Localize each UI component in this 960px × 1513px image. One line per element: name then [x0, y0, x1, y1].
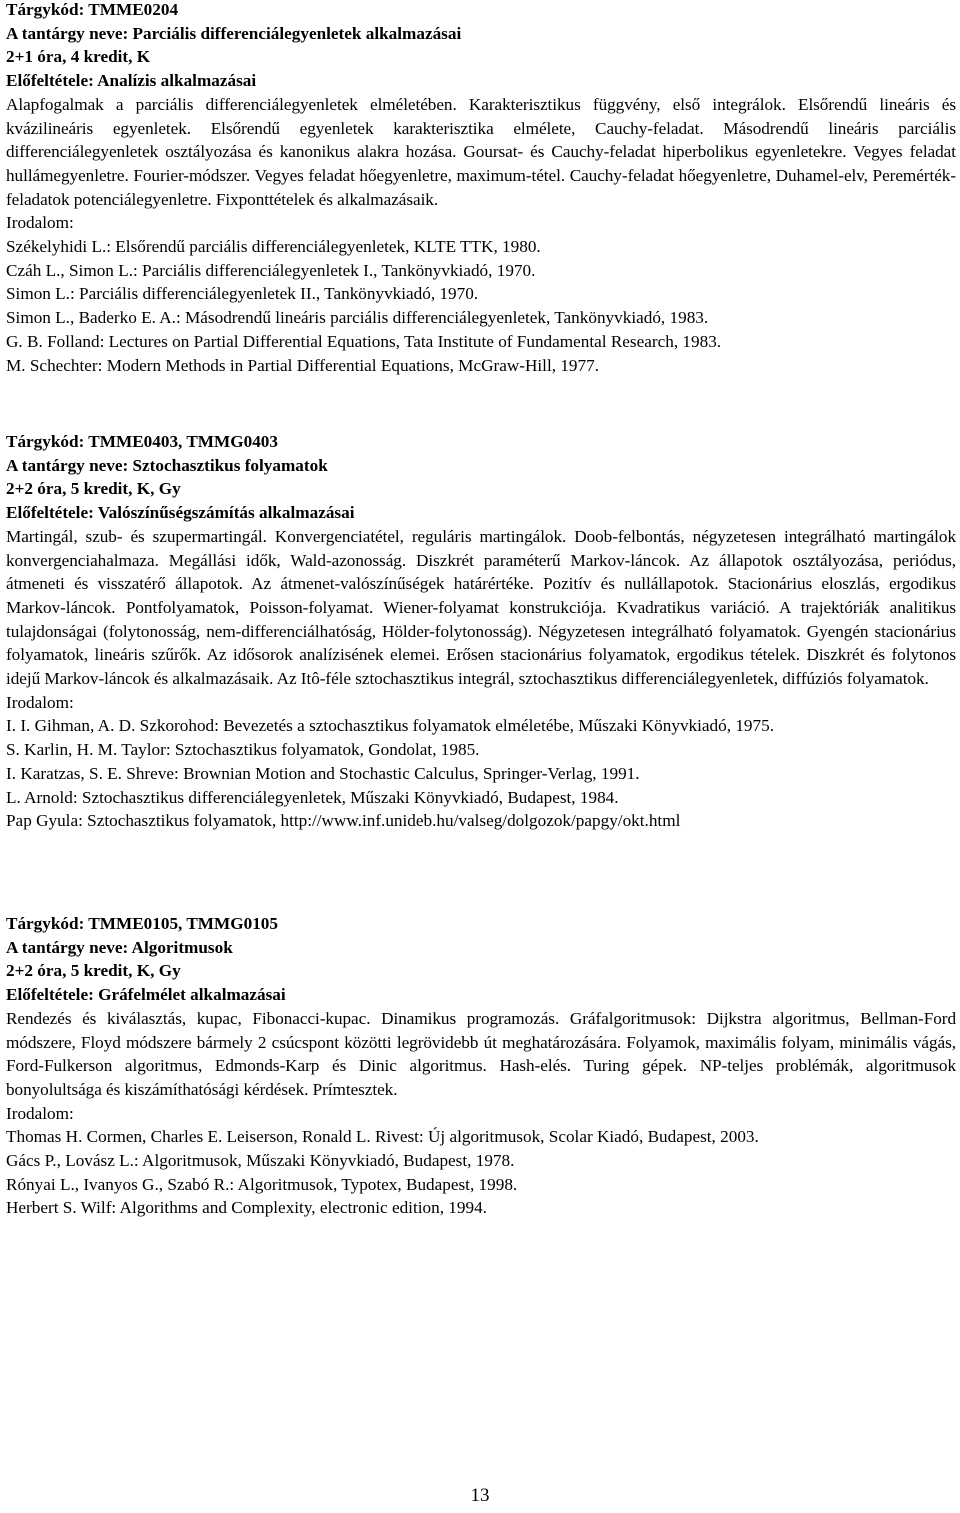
course-code: Tárgykód: TMME0105, TMMG0105	[6, 914, 278, 933]
course-name: A tantárgy neve: Sztochasztikus folyamatok	[6, 455, 328, 475]
course-name: A tantárgy neve: Algoritmusok	[6, 937, 233, 957]
reference-item: Czáh L., Simon L.: Parciális differenciálegyenletek I., Tankönyvkiadó, 1970.	[6, 260, 536, 280]
course-section-tmme0403	[6, 430, 956, 833]
course-hours: 2+2 óra, 5 kredit, K, Gy	[6, 961, 181, 981]
page-number: 13	[470, 1485, 490, 1506]
reference-item: Gács P., Lovász L.: Algoritmusok, Műszaki Könyvkiadó, Budapest, 1978.	[6, 1151, 515, 1171]
reference-item: Simon L., Baderko E. A.: Másodrendű lineáris parciális differenciálegyenletek, Tankönyvkiadó, 1983.	[6, 308, 709, 328]
course-description: Alapfogalmak a parciális differenciálegyenletek elméletében. Karakterisztikus függvény, első integrálok. Elsőrendű lineáris és kvázilineáris egyenletek. Elsőrendű egyenletek karakterisztika elmélete, Cauchy-feladat. Másodrendű lineáris parciális differenciálegyenletek osztályozása és kanonikus alakra hozása. Goursat- és Cauchy-feladat hiperbolikus egyenletekre. Vegyes feladat hullámegyenletre. Fourier-módszer. Vegyes feladat hőegyenletre, maximum-tétel. Cauchy-feladat hőegyenletre, Duhamel-elv, Peremérték-feladatok potenciálegyenletre. Fixponttételek és alkalmazásaik.	[6, 94, 956, 209]
course-section-tmme0105	[6, 912, 956, 1220]
reference-item: Pap Gyula: Sztochasztikus folyamatok, http://www.inf.unideb.hu/valseg/dolgozok/papgy/okt.html	[6, 811, 681, 831]
reference-item: G. B. Folland: Lectures on Partial Differential Equations, Tata Institute of Fundamental Research, 1983.	[6, 331, 722, 351]
course-hours: 2+1 óra, 4 kredit, K	[6, 47, 151, 67]
course-hours: 2+2 óra, 5 kredit, K, Gy	[6, 479, 181, 499]
course-code: Tárgykód: TMME0204	[6, 0, 179, 19]
course-description: Martingál, szub- és szupermartingál. Konvergenciatétel, reguláris martingálok. Doob-felbontás, négyzetesen integrálható martingálok konvergenciahalmaza. Megállási idők, Wald-azonosság. Diszkrét paraméterű Markov-láncok. Az állapotok osztályozása, periódus, átmeneti és visszatérő állapotok. Az átmenet-valószínűségek határértéke. Pozitív és nullállapotok. Stacionárius eloszlás, ergodikus Markov-láncok. Pontfolyamatok, Poisson-folyamat. Wiener-folyamat konstrukciója. Kvadratikus variáció. A trajektóriák analitikus tulajdonságai (folytonosság, nem-differenciálhatóság, Hölder-folytonosság). Négyzetesen integrálható folyamatok. Gyengén stacionárius folyamatok, lineáris szűrők. Az idősorok analízisének elemei. Erősen stacionárius folyamatok, ergodikus tételek. Diszkrét és folytonos idejű Markov-láncok és alkalmazásaik. Az Itô-féle sztochasztikus integrál, sztochasztikus differenciálegyenletek, diffúziós folyamatok.	[6, 526, 956, 689]
references-label: Irodalom:	[6, 1103, 74, 1123]
course-name: A tantárgy neve: Parciális differenciálegyenletek alkalmazásai	[6, 23, 462, 43]
reference-item: S. Karlin, H. M. Taylor: Sztochasztikus folyamatok, Gondolat, 1985.	[6, 740, 480, 760]
reference-item: L. Arnold: Sztochasztikus differenciálegyenletek, Műszaki Könyvkiadó, Budapest, 1984.	[6, 787, 619, 807]
reference-item: I. I. Gihman, A. D. Szkorohod: Bevezetés a sztochasztikus folyamatok elméletébe, Műszaki Könyvkiadó, 1975.	[6, 716, 774, 736]
reference-item: I. Karatzas, S. E. Shreve: Brownian Motion and Stochastic Calculus, Springer-Verlag, 1991.	[6, 763, 640, 783]
references-label: Irodalom:	[6, 692, 74, 712]
course-prerequisite: Előfeltétele: Valószínűségszámítás alkalmazásai	[6, 503, 355, 523]
course-prerequisite: Előfeltétele: Gráfelmélet alkalmazásai	[6, 985, 286, 1005]
course-code: Tárgykód: TMME0403, TMMG0403	[6, 432, 278, 451]
reference-item: Simon L.: Parciális differenciálegyenletek II., Tankönyvkiadó, 1970.	[6, 284, 479, 304]
reference-item: Székelyhidi L.: Elsőrendű parciális differenciálegyenletek, KLTE TTK, 1980.	[6, 237, 541, 257]
reference-item: Rónyai L., Ivanyos G., Szabó R.: Algoritmusok, Typotex, Budapest, 1998.	[6, 1174, 518, 1194]
reference-item: M. Schechter: Modern Methods in Partial Differential Equations, McGraw-Hill, 1977.	[6, 355, 600, 375]
reference-item: Thomas H. Cormen, Charles E. Leiserson, Ronald L. Rivest: Új algoritmusok, Scolar Kiadó, Budapest, 2003.	[6, 1127, 759, 1147]
course-section-tmme0204	[6, 0, 956, 377]
course-description: Rendezés és kiválasztás, kupac, Fibonacci-kupac. Dinamikus programozás. Gráfalgoritmusok: Dijkstra algoritmus, Bellman-Ford módszere, Floyd módszere bármely 2 csúcspont közötti legrövidebb út meghatározására. Folyamok, maximális folyam, minimális vágás, Ford-Fulkerson algoritmus, Edmonds-Karp és Dinic algoritmus. Hash-elés. Turing gépek. NP-teljes problémák, algoritmusok bonyolultsága és kiszámíthatósági kérdések. Prímtesztek.	[6, 1008, 956, 1099]
course-prerequisite: Előfeltétele: Analízis alkalmazásai	[6, 71, 257, 91]
references-label: Irodalom:	[6, 213, 74, 233]
reference-item: Herbert S. Wilf: Algorithms and Complexity, electronic edition, 1994.	[6, 1198, 487, 1218]
